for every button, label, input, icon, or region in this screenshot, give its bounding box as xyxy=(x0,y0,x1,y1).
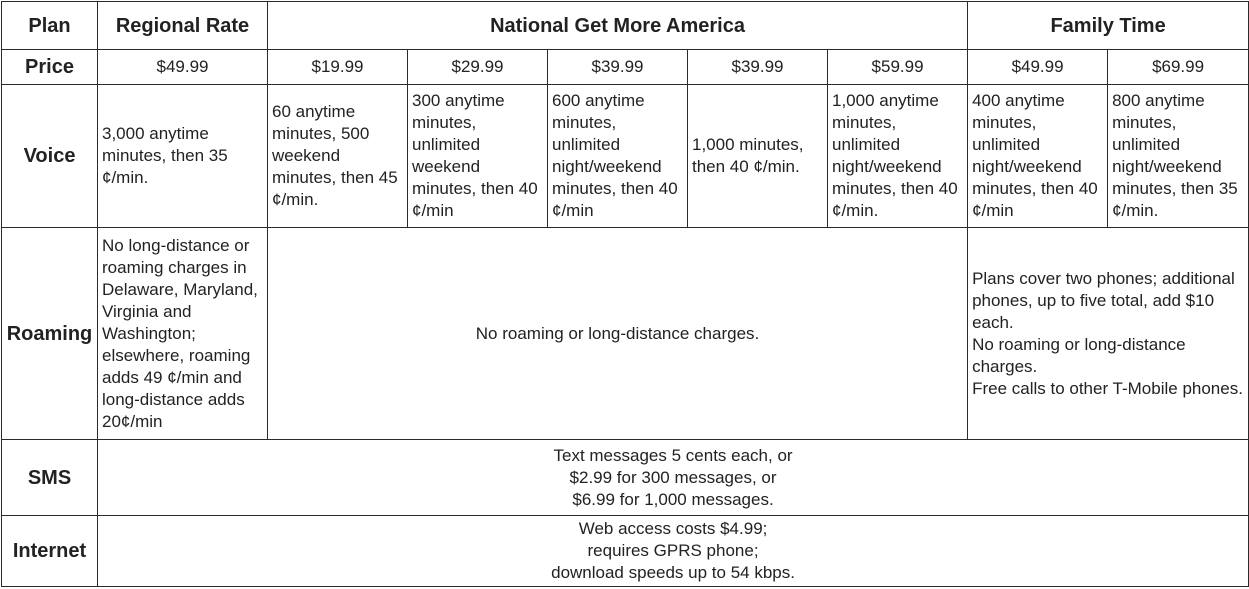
voice-regional: 3,000 anytime minutes, then 35 ¢/min. xyxy=(98,85,268,228)
sms-row xyxy=(2,440,1249,516)
roaming-row xyxy=(2,228,1249,440)
price-national-1: $19.99 xyxy=(268,50,408,85)
sms-label: SMS xyxy=(2,440,98,516)
plan-header: Plan xyxy=(2,2,98,50)
voice-row xyxy=(2,85,1249,228)
internet-row xyxy=(2,516,1249,587)
roaming-label: Roaming xyxy=(2,228,98,440)
price-national-5: $59.99 xyxy=(828,50,968,85)
voice-family-1: 400 anytime minutes, unlimited night/weekend minutes, then 40 ¢/min xyxy=(968,85,1108,228)
internet-label: Internet xyxy=(2,516,98,587)
sms-details: Text messages 5 cents each, or $2.99 for 300 messages, or $6.99 for 1,000 messages. xyxy=(98,440,1249,516)
voice-label: Voice xyxy=(2,85,98,228)
roaming-national: No roaming or long-distance charges. xyxy=(268,228,968,440)
voice-national-1: 60 anytime minutes, 500 weekend minutes, then 45 ¢/min. xyxy=(268,85,408,228)
price-row xyxy=(2,50,1249,85)
plans-comparison-table xyxy=(1,1,1249,587)
roaming-regional: No long-distance or roaming charges in Delaware, Maryland, Virginia and Washington; elsewhere, roaming adds 49 ¢/min and long-distance adds 20¢/min xyxy=(98,228,268,440)
regional-rate-header: Regional Rate xyxy=(98,2,268,50)
roaming-family: Plans cover two phones; additional phones, up to five total, add $10 each. No roaming or long-distance charges. Free calls to other T-Mobile phones. xyxy=(968,228,1249,440)
internet-details: Web access costs $4.99; requires GPRS phone; download speeds up to 54 kbps. xyxy=(98,516,1249,587)
voice-national-4: 1,000 minutes, then 40 ¢/min. xyxy=(688,85,828,228)
header-row xyxy=(2,2,1249,50)
price-family-2: $69.99 xyxy=(1108,50,1249,85)
price-family-1: $49.99 xyxy=(968,50,1108,85)
family-time-header: Family Time xyxy=(968,2,1249,50)
price-national-2: $29.99 xyxy=(408,50,548,85)
voice-national-3: 600 anytime minutes, unlimited night/weekend minutes, then 40 ¢/min xyxy=(548,85,688,228)
voice-family-2: 800 anytime minutes, unlimited night/weekend minutes, then 35 ¢/min. xyxy=(1108,85,1249,228)
price-regional: $49.99 xyxy=(98,50,268,85)
national-header: National Get More America xyxy=(268,2,968,50)
voice-national-2: 300 anytime minutes, unlimited weekend minutes, then 40 ¢/min xyxy=(408,85,548,228)
price-label: Price xyxy=(2,50,98,85)
voice-national-5: 1,000 anytime minutes, unlimited night/weekend minutes, then 40 ¢/min. xyxy=(828,85,968,228)
price-national-4: $39.99 xyxy=(688,50,828,85)
price-national-3: $39.99 xyxy=(548,50,688,85)
